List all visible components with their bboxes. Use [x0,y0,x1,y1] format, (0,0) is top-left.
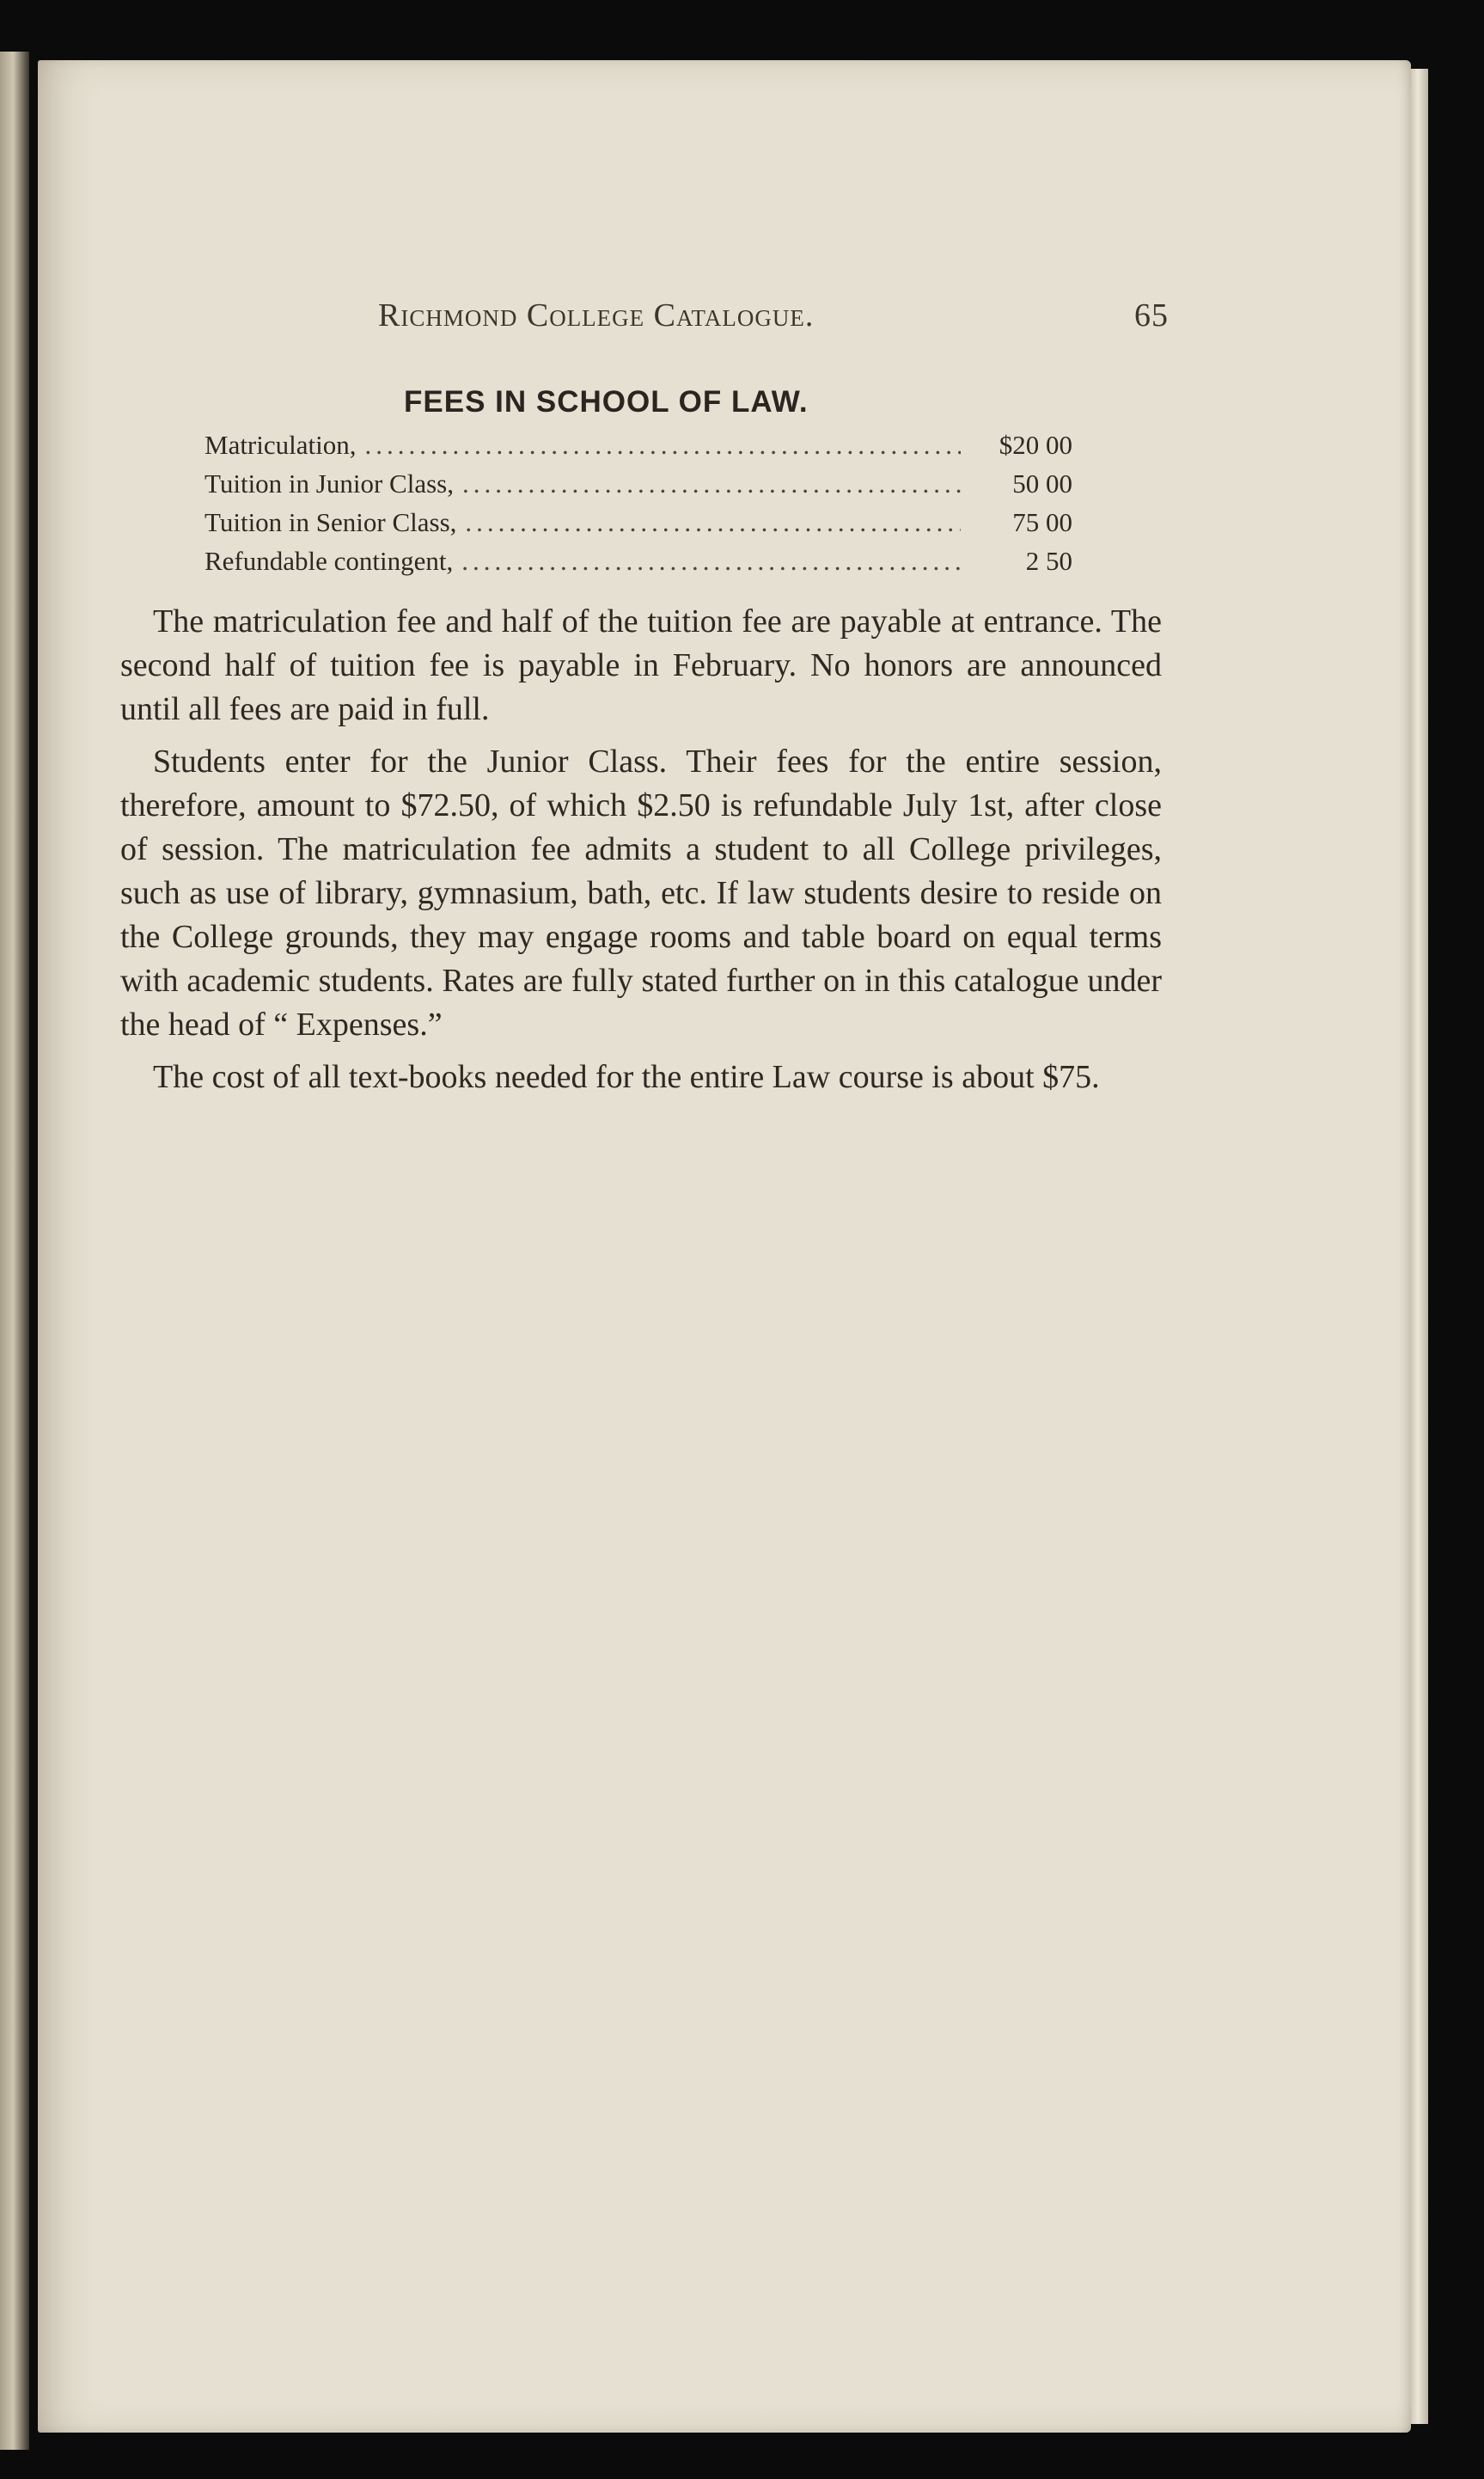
fee-label: Refundable contingent, [205,546,454,576]
paragraph-junior-class-fees: Students enter for the Junior Class. Their fees for the entire session, therefore, amount to $72.50, of which $2.50 is refundable July 1st, after close of session. The matriculation fee admits a student to all College privileges, such as use of library, gymnasium, bath, etc. If law students desire to reside on the College grounds, they may engage rooms and table board on equal terms with academic students. Rates are fully stated further on in this catalogue under the head of “ Expenses.” [120,744,1162,1043]
page-number: 65 [1134,297,1169,334]
paragraph-text-book-cost: The cost of all text-books needed for the entire Law course is about $75. [153,1059,1100,1095]
running-head-title: Richmond College Catalogue. [378,297,815,334]
page-fore-edge [1411,69,1428,2424]
fee-label: Tuition in Junior Class, [205,468,454,499]
dot-leader [364,430,961,461]
fee-label: Matriculation, [205,430,357,460]
fee-label: Tuition in Senior Class, [205,507,457,537]
dot-leader [461,546,961,577]
fee-amount: 2 50 [1025,546,1072,576]
left-page-edge [0,52,29,2450]
fee-row [205,507,1072,546]
fee-amount: $20 00 [998,430,1072,460]
paragraph-payment-terms: The matriculation fee and half of the tuition fee are payable at entrance. The second half of tuition fee is payable in February. No honors are announced until all fees are paid in full. [120,603,1162,727]
body-text [120,600,1162,1108]
fee-amount: 50 00 [1012,468,1072,499]
section-title: FEES IN SCHOOL OF LAW. [404,385,809,419]
running-head [378,297,1169,340]
fee-row [205,468,1072,507]
fee-row [205,430,1072,468]
fee-table [205,430,1072,585]
fee-row [205,546,1072,585]
dot-leader [462,468,961,499]
dot-leader [465,507,961,538]
fee-amount: 75 00 [1012,507,1072,537]
